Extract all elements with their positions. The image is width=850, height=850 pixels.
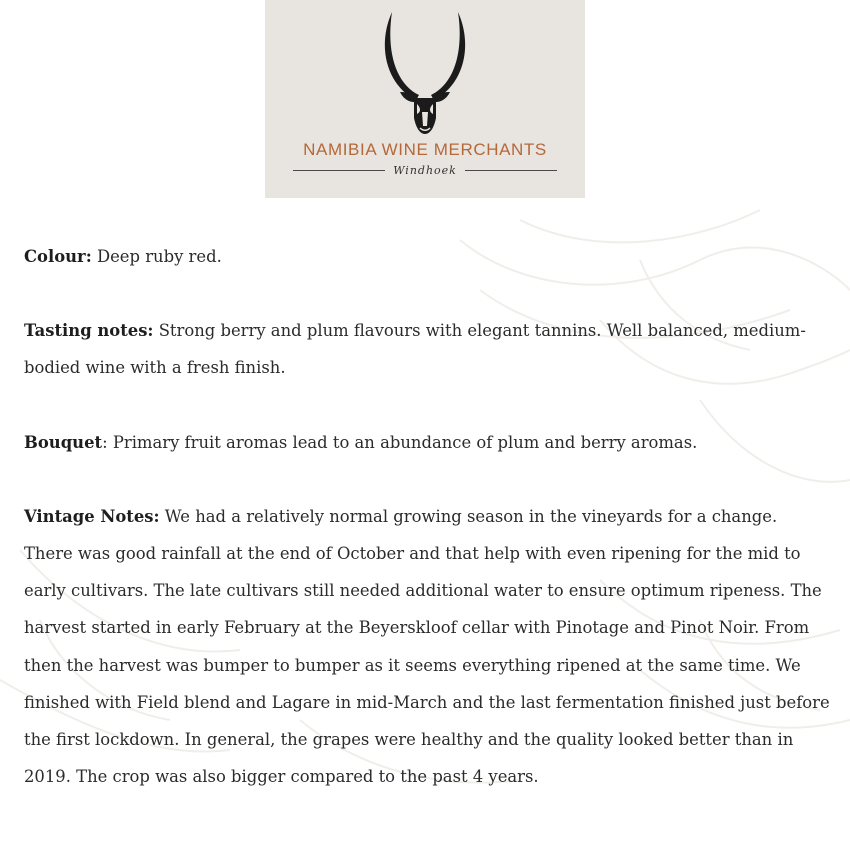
tasting-note [24,312,830,386]
brand-name: NAMIBIA WINE MERCHANTS [303,140,547,159]
divider-right [465,170,557,171]
divider-left [293,170,385,171]
bouquet-label: Bouquet [24,432,103,452]
bouquet-note [24,424,830,461]
wine-notes [24,238,830,832]
vintage-label: Vintage Notes: [24,506,160,526]
city-name: Windhoek [393,163,457,177]
tasting-text: Strong berry and plum flavours with elegant tannins. Well balanced, medium-bodied wine with a fresh finish. [24,321,806,378]
logo-panel [265,0,585,198]
oryx-head-logo-icon [370,8,480,138]
vintage-text: We had a relatively normal growing season in the vineyards for a change. There was good rainfall at the end of October and that help with even ripening for the mid to early cultivars. The late cultivars still needed additional water to ensure optimum ripeness. The harvest started in early February at the Beyerskloof cellar with Pinotage and Pinot Noir. From then the harvest was bumper to bumper as it seems everything ripened at the same time. We finished with Field blend and Lagare in mid-March and the last fermentation finished just before the first lockdown. In general, the grapes were healthy and the quality looked better than in 2019. The crop was also bigger compared to the past 4 years. [24,506,830,787]
colour-label: Colour: [24,247,92,266]
bouquet-text: : Primary fruit aromas lead to an abundance of plum and berry aromas. [102,432,698,452]
colour-text: Deep ruby red. [91,247,222,266]
city-row [293,162,557,178]
colour-note [24,238,830,275]
vintage-note [24,498,830,796]
tasting-label: Tasting notes: [24,321,154,341]
